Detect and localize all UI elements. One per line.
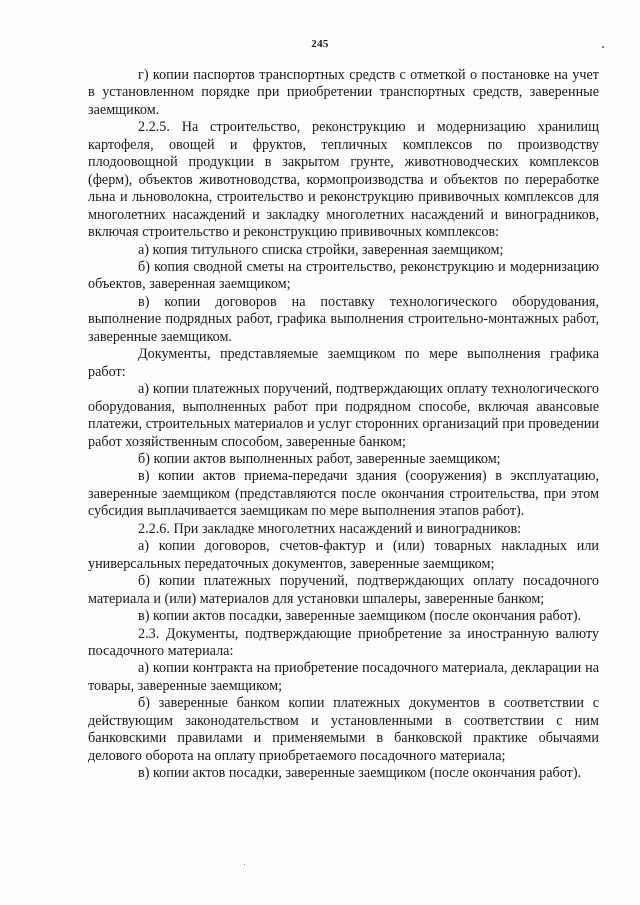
paragraph-2-3: 2.3. Документы, подтверждающие приобретение за иностранную валюту посадочного материала: [88,625,599,659]
paragraph-item-b-estimate: б) копия сводной сметы на строительство, реконструкцию и модернизацию объектов, заверенная заемщиком; [88,258,599,293]
paragraph-2-2-5: 2.2.5. На строительство, реконструкцию и модернизацию хранилищ картофеля, овощей и фруктов, тепличных комплексов по производству плодоовощной продукции в закрытом грунте, животноводческих комплексов (ферм), объектов животноводства, кормопроизводства и объектов по переработке льна и льноволокна, строительство и реконструкцию прививочных комплексов для многолетних насаждений и закладку многолетних насаждений и виноградников, включая строительство и реконструкцию прививочных комплексов: [88,119,599,241]
document-body [88,67,599,783]
paragraph-item-a-invoices: а) копии договоров, счетов-фактур и (или) товарных накладных или универсальных передаточных документов, заверенные заемщиком; [88,538,599,572]
paragraph-item-b-bank-documents: б) заверенные банком копии платежных документов в соответствии с действующим законодательством и установленными в соответствии с ним банковскими правилами и применяемыми в банковской практике обычаями делового оборота на оплату приобретаемого посадочного материала; [88,695,599,764]
paragraph-item-a-payment-orders: а) копии платежных поручений, подтверждающих оплату технологического оборудования, выполненных работ при подрядном способе, включая авансовые платежи, строительных материалов и услуг сторонних организаций при проведении работ хозяйственным способом, заверенные банком; [88,381,599,450]
paragraph-item-v-planting-acts: в) копии актов посадки, заверенные заемщиком (после окончания работ). [138,608,582,625]
scan-speck [244,864,245,865]
scan-speck [602,46,604,48]
paragraph-item-v-acceptance-acts: в) копии актов приема-передачи здания (сооружения) в эксплуатацию, заверенные заемщиком (представляются после окончания строительства, при этом субсидия выплачивается заемщикам по мере выполнения этапов работ). [88,468,599,520]
paragraph-schedule-documents: Документы, представляемые заемщиком по мере выполнения графика работ: [88,346,599,380]
paragraph-item-v-contracts: в) копии договоров на поставку технологического оборудования, выполнение подрядных работ, графика выполнения строительно-монтажных работ, заверенные заемщиком. [88,293,599,345]
paragraph-item-a-title-list: а) копия титульного списка стройки, заверенная заемщиком; [138,241,504,258]
page-number: 245 [311,38,329,50]
paragraph-item-g-vehicle-passports: г) копии паспортов транспортных средств с отметкой о постановке на учет в установленном порядке при приобретении транспортных средств, заверенные заемщиком. [88,67,599,118]
paragraph-item-b-planting-payments: б) копии платежных поручений, подтверждающих оплату посадочного материала и (или) материалов для установки шпалеры, заверенные банком; [88,573,599,607]
paragraph-item-a-contract: а) копии контракта на приобретение посадочного материала, декларации на товары, заверенные заемщиком; [88,660,599,694]
paragraph-2-2-6: 2.2.6. При закладке многолетних насаждений и виноградников: [138,520,522,537]
paragraph-item-v-final-planting-acts: в) копии актов посадки, заверенные заемщиком (после окончания работ). [138,765,582,782]
paragraph-item-b-work-acts: б) копии актов выполненных работ, заверенные заемщиком; [138,450,501,467]
